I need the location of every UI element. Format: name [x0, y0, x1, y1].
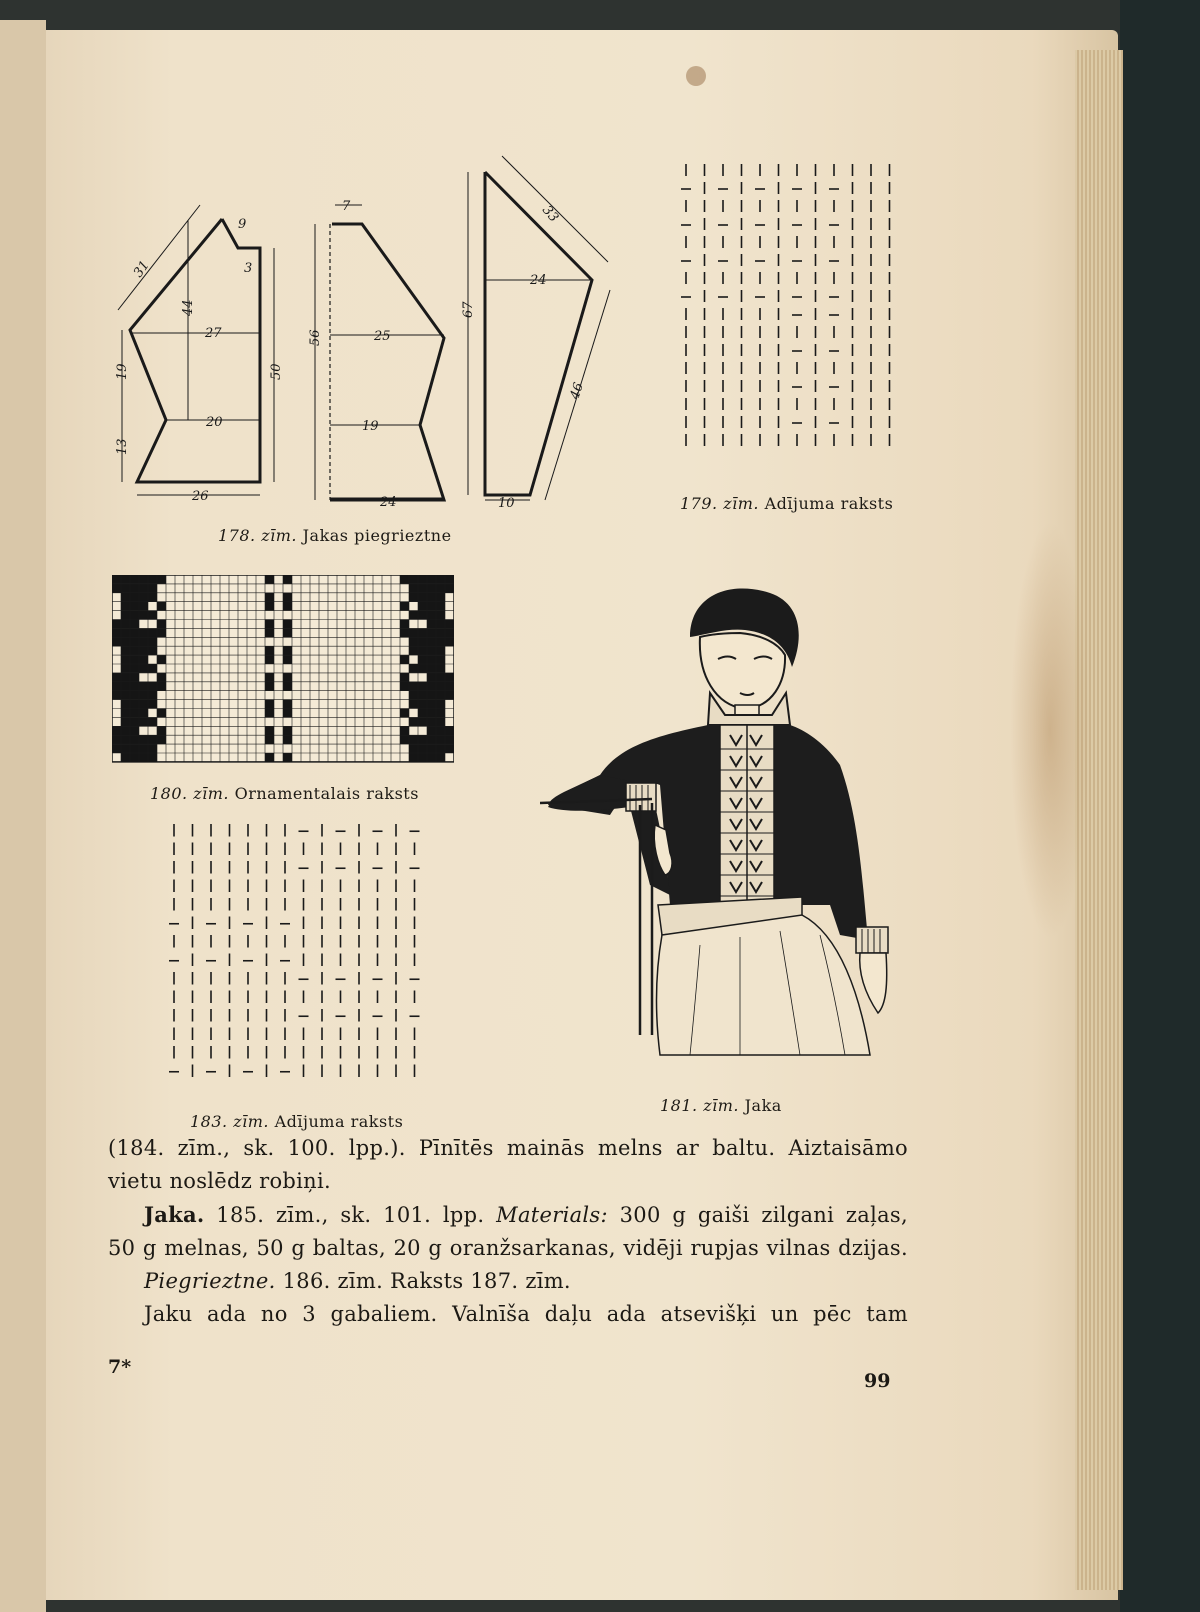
chart-filled-cell	[130, 602, 139, 611]
chart-filled-cell	[409, 744, 418, 753]
chart-filled-cell	[418, 735, 427, 744]
chart-filled-cell	[265, 735, 274, 744]
chart-filled-cell	[445, 584, 454, 593]
body-text	[108, 1132, 908, 1331]
chart-filled-cell	[130, 673, 139, 682]
chart-filled-cell	[436, 646, 445, 655]
figure-179-stitch-pattern	[680, 160, 910, 460]
chart-filled-cell	[130, 682, 139, 691]
chart-filled-cell	[130, 584, 139, 593]
chart-filled-cell	[139, 602, 148, 611]
chart-filled-cell	[157, 726, 166, 735]
chart-filled-cell	[427, 717, 436, 726]
chart-filled-cell	[409, 717, 418, 726]
chart-filled-cell	[130, 655, 139, 664]
chart-filled-cell	[112, 673, 121, 682]
figure-181-title: Jaka	[744, 1096, 782, 1115]
chart-filled-cell	[445, 628, 454, 637]
chart-filled-cell	[418, 584, 427, 593]
chart-filled-cell	[409, 682, 418, 691]
dim-front-31: 31	[130, 258, 153, 281]
right-hand	[860, 953, 887, 1013]
chart-filled-cell	[283, 700, 292, 709]
chart-filled-cell	[265, 682, 274, 691]
body-line-5	[108, 1265, 908, 1298]
chart-filled-cell	[409, 700, 418, 709]
chart-filled-cell	[112, 637, 121, 646]
chart-filled-cell	[130, 637, 139, 646]
figure-179-number: 179. zīm.	[680, 494, 760, 513]
chart-filled-cell	[400, 673, 409, 682]
chart-filled-cell	[130, 646, 139, 655]
chart-filled-cell	[400, 735, 409, 744]
chart-filled-cell	[436, 664, 445, 673]
chart-filled-cell	[157, 655, 166, 664]
chart-filled-cell	[436, 584, 445, 593]
figure-183-number: 183. zīm.	[190, 1112, 270, 1131]
chart-filled-cell	[265, 602, 274, 611]
chart-filled-cell	[139, 682, 148, 691]
chart-filled-cell	[427, 753, 436, 762]
chart-filled-cell	[418, 709, 427, 718]
figure-178-number: 178. zīm.	[218, 526, 298, 545]
chart-filled-cell	[157, 628, 166, 637]
chart-filled-cell	[418, 753, 427, 762]
chart-filled-cell	[130, 611, 139, 620]
chart-filled-cell	[112, 575, 121, 584]
chart-filled-cell	[436, 611, 445, 620]
chart-filled-cell	[148, 646, 157, 655]
chart-filled-cell	[130, 709, 139, 718]
chart-filled-cell	[445, 637, 454, 646]
chart-filled-cell	[427, 682, 436, 691]
chart-filled-cell	[436, 628, 445, 637]
chart-filled-cell	[409, 646, 418, 655]
dim-front-44: 44	[181, 299, 196, 316]
chart-filled-cell	[112, 735, 121, 744]
dim-sleeve-33: 33	[538, 202, 562, 226]
chart-filled-cell	[139, 700, 148, 709]
chart-filled-cell	[436, 726, 445, 735]
chart-filled-cell	[400, 575, 409, 584]
chart-filled-cell	[121, 593, 130, 602]
chart-filled-cell	[130, 726, 139, 735]
chart-filled-cell	[112, 691, 121, 700]
chart-filled-cell	[139, 611, 148, 620]
back-piece-outline	[330, 224, 444, 500]
chart-filled-cell	[400, 628, 409, 637]
paper-spot	[686, 66, 706, 86]
front-piece-outline	[130, 219, 260, 482]
chart-filled-cell	[112, 628, 121, 637]
chart-filled-cell	[436, 602, 445, 611]
chart-filled-cell	[418, 628, 427, 637]
chart-filled-cell	[139, 664, 148, 673]
body-line-2: vietu noslēdz robiņi.	[108, 1169, 331, 1193]
figure-183-stitch-pattern	[168, 820, 438, 1090]
chart-filled-cell	[265, 628, 274, 637]
body-line-5b: 186. zīm. Raksts 187. zīm.	[275, 1269, 571, 1293]
dim-back-25: 25	[374, 329, 391, 344]
figure-179-caption	[680, 494, 893, 513]
chart-filled-cell	[121, 673, 130, 682]
chart-filled-cell	[427, 575, 436, 584]
chart-filled-cell	[157, 602, 166, 611]
chart-filled-cell	[148, 753, 157, 762]
skirt	[656, 915, 870, 1055]
chart-filled-cell	[265, 620, 274, 629]
figure-183-caption	[190, 1112, 403, 1131]
chart-filled-cell	[121, 700, 130, 709]
chart-filled-cell	[427, 655, 436, 664]
chart-filled-cell	[112, 584, 121, 593]
chart-filled-cell	[157, 575, 166, 584]
chart-filled-cell	[148, 682, 157, 691]
chart-filled-cell	[445, 575, 454, 584]
chart-filled-cell	[157, 735, 166, 744]
water-stain	[1010, 520, 1090, 940]
chart-filled-cell	[283, 753, 292, 762]
figure-181-number: 181. zīm.	[660, 1096, 740, 1115]
dim-back-7: 7	[342, 199, 351, 214]
chart-filled-cell	[148, 611, 157, 620]
chart-filled-cell	[148, 735, 157, 744]
chart-filled-cell	[139, 575, 148, 584]
chart-filled-cell	[409, 637, 418, 646]
chart-filled-cell	[409, 575, 418, 584]
chart-filled-cell	[121, 628, 130, 637]
body-line-3	[108, 1198, 908, 1232]
chart-filled-cell	[445, 726, 454, 735]
chart-filled-cell	[400, 709, 409, 718]
chart-filled-cell	[418, 691, 427, 700]
chart-filled-cell	[409, 664, 418, 673]
chart-filled-cell	[427, 664, 436, 673]
chart-filled-cell	[283, 575, 292, 584]
chart-filled-cell	[427, 584, 436, 593]
chart-filled-cell	[130, 717, 139, 726]
chart-filled-cell	[436, 691, 445, 700]
chart-filled-cell	[400, 726, 409, 735]
chart-filled-cell	[409, 593, 418, 602]
chart-filled-cell	[148, 717, 157, 726]
chart-filled-cell	[283, 735, 292, 744]
figure-180-ornament-chart	[112, 575, 454, 763]
chart-filled-cell	[418, 664, 427, 673]
chart-filled-cell	[139, 691, 148, 700]
chart-filled-cell	[436, 753, 445, 762]
chart-filled-cell	[445, 744, 454, 753]
chart-filled-cell	[445, 735, 454, 744]
piegrieztne-label: Piegrieztne.	[144, 1269, 276, 1293]
chart-filled-cell	[427, 637, 436, 646]
chart-filled-cell	[283, 682, 292, 691]
chart-filled-cell	[427, 726, 436, 735]
chart-filled-cell	[283, 602, 292, 611]
chart-filled-cell	[265, 655, 274, 664]
chart-filled-cell	[265, 575, 274, 584]
chart-filled-cell	[409, 691, 418, 700]
chart-filled-cell	[121, 637, 130, 646]
chart-filled-cell	[427, 611, 436, 620]
chart-filled-cell	[139, 709, 148, 718]
chart-filled-cell	[400, 620, 409, 629]
figure-180-number: 180. zīm.	[150, 784, 230, 803]
chart-filled-cell	[130, 691, 139, 700]
chart-filled-cell	[427, 593, 436, 602]
chart-filled-cell	[148, 664, 157, 673]
chart-filled-cell	[148, 691, 157, 700]
chart-filled-cell	[427, 691, 436, 700]
figure-183-title: Adījuma raksts	[274, 1112, 404, 1131]
chart-filled-cell	[121, 753, 130, 762]
figure-178-caption	[218, 526, 452, 545]
dim-sleeve-46: 46	[567, 380, 587, 402]
chart-filled-cell	[418, 700, 427, 709]
chart-filled-cell	[121, 611, 130, 620]
chart-filled-cell	[427, 673, 436, 682]
chart-filled-cell	[121, 575, 130, 584]
chart-filled-cell	[157, 673, 166, 682]
chart-filled-cell	[418, 717, 427, 726]
chart-filled-cell	[436, 682, 445, 691]
chart-filled-cell	[121, 744, 130, 753]
chart-filled-cell	[409, 628, 418, 637]
figure-179-title: Adījuma raksts	[764, 494, 894, 513]
chart-filled-cell	[409, 735, 418, 744]
body-line-4: 50 g melnas, 50 g baltas, 20 g oranžsarkanas, vidēji rupjas vilnas dzijas.	[108, 1236, 908, 1260]
chart-filled-cell	[139, 646, 148, 655]
jaka-heading: Jaka.	[144, 1202, 205, 1227]
chart-filled-cell	[436, 735, 445, 744]
dim-sleeve-24: 24	[530, 273, 547, 288]
chart-filled-cell	[445, 620, 454, 629]
chart-filled-cell	[148, 744, 157, 753]
dim-front-20: 20	[206, 415, 223, 430]
figure-178-title: Jakas piegrieztne	[302, 526, 452, 545]
dim-sleeve-67: 67	[461, 301, 476, 318]
dim-front-9: 9	[238, 217, 247, 232]
chart-filled-cell	[157, 709, 166, 718]
chart-filled-cell	[130, 753, 139, 762]
page-number: 99	[864, 1370, 891, 1392]
chart-filled-cell	[409, 611, 418, 620]
dim-back-19: 19	[362, 419, 379, 434]
chart-filled-cell	[418, 637, 427, 646]
chart-filled-cell	[139, 584, 148, 593]
chart-filled-cell	[157, 620, 166, 629]
chart-filled-cell	[283, 673, 292, 682]
dim-front-13: 13	[115, 438, 130, 455]
chart-filled-cell	[130, 664, 139, 673]
dim-front-3: 3	[244, 261, 253, 276]
chart-filled-cell	[265, 709, 274, 718]
sleeve-outline	[485, 172, 592, 495]
chart-filled-cell	[427, 700, 436, 709]
chart-filled-cell	[445, 691, 454, 700]
chart-filled-cell	[283, 593, 292, 602]
chart-filled-cell	[121, 655, 130, 664]
chart-filled-cell	[418, 744, 427, 753]
materials-label: Materials:	[496, 1203, 608, 1227]
chart-filled-cell	[427, 620, 436, 629]
chart-filled-cell	[130, 735, 139, 744]
chart-filled-cell	[436, 709, 445, 718]
chart-filled-cell	[148, 628, 157, 637]
chart-filled-cell	[121, 646, 130, 655]
chart-filled-cell	[112, 744, 121, 753]
dim-front-26: 26	[192, 489, 209, 504]
chart-filled-cell	[130, 628, 139, 637]
chart-filled-cell	[148, 700, 157, 709]
dim-front-27: 27	[205, 326, 222, 341]
chart-filled-cell	[436, 700, 445, 709]
chart-filled-cell	[436, 717, 445, 726]
dim-front-50: 50	[269, 363, 284, 380]
chart-filled-cell	[148, 584, 157, 593]
dim-back-24: 24	[380, 495, 397, 510]
chart-filled-cell	[400, 602, 409, 611]
chart-filled-cell	[139, 717, 148, 726]
chart-filled-cell	[418, 646, 427, 655]
facing-page-edge	[0, 20, 46, 1612]
chart-filled-cell	[157, 682, 166, 691]
chart-filled-cell	[265, 593, 274, 602]
chart-filled-cell	[436, 593, 445, 602]
figure-180-title: Ornamentalais raksts	[234, 784, 419, 803]
chart-filled-cell	[139, 655, 148, 664]
chart-filled-cell	[400, 682, 409, 691]
chart-filled-cell	[130, 575, 139, 584]
chart-filled-cell	[418, 611, 427, 620]
chart-filled-cell	[148, 575, 157, 584]
chart-filled-cell	[436, 744, 445, 753]
chart-filled-cell	[139, 753, 148, 762]
figure-181-caption	[660, 1096, 782, 1115]
chart-filled-cell	[265, 646, 274, 655]
chart-filled-cell	[436, 673, 445, 682]
signature-mark: 7*	[108, 1356, 132, 1378]
chart-filled-cell	[112, 726, 121, 735]
chart-filled-cell	[139, 744, 148, 753]
chart-filled-cell	[121, 664, 130, 673]
chart-filled-cell	[265, 700, 274, 709]
chart-filled-cell	[427, 709, 436, 718]
chart-filled-cell	[265, 673, 274, 682]
chart-filled-cell	[139, 628, 148, 637]
chart-filled-cell	[418, 593, 427, 602]
chart-filled-cell	[148, 593, 157, 602]
chart-filled-cell	[283, 726, 292, 735]
chart-filled-cell	[283, 620, 292, 629]
chart-filled-cell	[121, 584, 130, 593]
chart-filled-cell	[265, 726, 274, 735]
body-line-6: Jaku ada no 3 gabaliem. Valnīša daļu ada atsevišķi un pēc tam	[144, 1302, 908, 1326]
figure-180-caption	[150, 784, 419, 803]
chart-filled-cell	[283, 655, 292, 664]
chart-filled-cell	[283, 709, 292, 718]
chart-filled-cell	[112, 682, 121, 691]
book-cover-edge	[1120, 0, 1200, 1612]
body-line-3b: 300 g gaiši zilgani zaļas,	[607, 1203, 908, 1227]
chart-filled-cell	[121, 691, 130, 700]
chart-filled-cell	[121, 735, 130, 744]
chart-filled-cell	[427, 735, 436, 744]
chart-filled-cell	[139, 637, 148, 646]
chart-filled-cell	[445, 682, 454, 691]
chart-filled-cell	[427, 628, 436, 637]
chart-filled-cell	[445, 673, 454, 682]
chart-filled-cell	[283, 628, 292, 637]
chart-filled-cell	[121, 682, 130, 691]
chart-filled-cell	[283, 646, 292, 655]
chart-filled-cell	[265, 753, 274, 762]
chart-filled-cell	[121, 726, 130, 735]
chart-filled-cell	[121, 717, 130, 726]
body-line-1: (184. zīm., sk. 100. lpp.). Pīnītēs mainās melns ar baltu. Aiztaisāmo	[108, 1136, 908, 1160]
chart-filled-cell	[130, 700, 139, 709]
chart-filled-cell	[418, 682, 427, 691]
chart-filled-cell	[121, 620, 130, 629]
chart-filled-cell	[121, 709, 130, 718]
chart-filled-cell	[436, 575, 445, 584]
chart-filled-cell	[436, 655, 445, 664]
chart-filled-cell	[427, 602, 436, 611]
chart-filled-cell	[409, 753, 418, 762]
chart-filled-cell	[139, 593, 148, 602]
chart-filled-cell	[418, 655, 427, 664]
chart-filled-cell	[436, 637, 445, 646]
chart-filled-cell	[139, 735, 148, 744]
chart-filled-cell	[130, 593, 139, 602]
chart-filled-cell	[418, 602, 427, 611]
chart-filled-cell	[112, 620, 121, 629]
chart-filled-cell	[121, 602, 130, 611]
chart-filled-cell	[148, 637, 157, 646]
chart-filled-cell	[400, 655, 409, 664]
chart-filled-cell	[427, 646, 436, 655]
dim-sleeve-10: 10	[498, 496, 515, 511]
chart-filled-cell	[436, 620, 445, 629]
body-line-3a: 185. zīm., sk. 101. lpp.	[204, 1203, 497, 1227]
chart-filled-cell	[427, 744, 436, 753]
dim-front-19: 19	[115, 363, 130, 380]
chart-filled-cell	[130, 620, 139, 629]
figure-178-pattern-pieces	[100, 150, 620, 520]
dim-back-56: 56	[308, 329, 323, 346]
figure-181-jacket-illustration	[540, 575, 920, 1095]
chart-filled-cell	[130, 744, 139, 753]
chart-filled-cell	[409, 584, 418, 593]
chart-filled-cell	[418, 575, 427, 584]
